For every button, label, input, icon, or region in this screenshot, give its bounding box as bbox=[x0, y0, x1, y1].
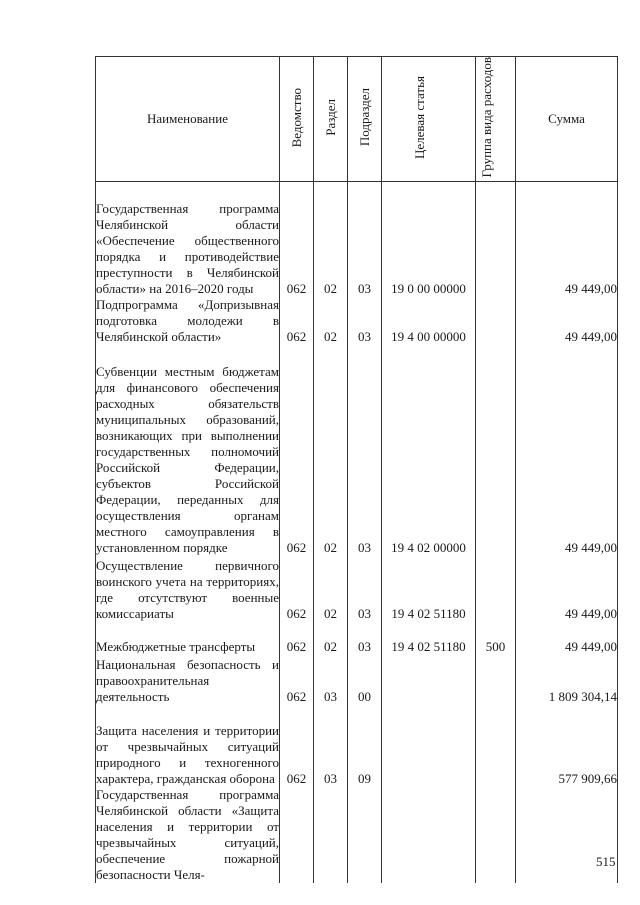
header-group: Группа вида расходов bbox=[476, 57, 516, 182]
header-subsection: Подраздел bbox=[348, 57, 382, 182]
row-subsection: 03 bbox=[348, 182, 382, 297]
row-dept: 062 bbox=[280, 182, 314, 297]
row-group: 500 bbox=[476, 622, 516, 655]
header-sum: Сумма bbox=[516, 57, 618, 182]
row-sum: 49 449,00 bbox=[516, 182, 618, 297]
row-subsection: 03 bbox=[348, 297, 382, 345]
row-name: Национальная безопасность и правоохранительная деятельность bbox=[96, 656, 279, 704]
row-name: Государственная программа Челябинской области «Защита населения и территории от чрезвычайных ситуаций, обеспечение пожарной безопасности Челя- bbox=[96, 786, 279, 882]
row-subsection: 03 bbox=[348, 345, 382, 556]
row-group bbox=[476, 297, 516, 345]
budget-table bbox=[95, 56, 618, 883]
row-name: Подпрограмма «Допризывная подготовка молодежи в Челябинской области» bbox=[96, 296, 279, 344]
row-group bbox=[476, 655, 516, 705]
row-section: 02 bbox=[314, 622, 348, 655]
row-subsection bbox=[348, 787, 382, 883]
header-dept: Ведомство bbox=[280, 57, 314, 182]
row-dept: 062 bbox=[280, 297, 314, 345]
row-group bbox=[476, 787, 516, 883]
row-dept bbox=[280, 787, 314, 883]
row-group bbox=[476, 705, 516, 787]
row-name: Осуществление первичного воинского учета на территориях, где отсутствуют военные комиссариаты bbox=[96, 557, 279, 621]
table-row bbox=[96, 182, 618, 297]
header-target: Целевая статья bbox=[382, 57, 476, 182]
row-name: Межбюджетные трансферты bbox=[96, 622, 280, 655]
row-group bbox=[476, 182, 516, 297]
row-target bbox=[382, 655, 476, 705]
row-section: 02 bbox=[314, 182, 348, 297]
row-dept: 062 bbox=[280, 345, 314, 556]
table-row bbox=[96, 705, 618, 787]
page-number: 515 bbox=[596, 854, 616, 869]
row-target: 19 0 00 00000 bbox=[382, 182, 476, 297]
header-name: Наименование bbox=[96, 57, 280, 182]
table-row bbox=[96, 556, 618, 622]
row-section: 03 bbox=[314, 655, 348, 705]
row-dept: 062 bbox=[280, 622, 314, 655]
row-subsection: 03 bbox=[348, 622, 382, 655]
row-section: 02 bbox=[314, 297, 348, 345]
row-section: 03 bbox=[314, 705, 348, 787]
row-subsection: 00 bbox=[348, 655, 382, 705]
row-section bbox=[314, 787, 348, 883]
row-subsection: 09 bbox=[348, 705, 382, 787]
table-row bbox=[96, 297, 618, 345]
header-section: Раздел bbox=[314, 57, 348, 182]
row-name: Защита населения и территории от чрезвычайных ситуаций природного и техногенного характера, гражданская оборона bbox=[96, 705, 280, 787]
row-subsection: 03 bbox=[348, 556, 382, 622]
row-target: 19 4 02 00000 bbox=[382, 345, 476, 556]
table-row bbox=[96, 787, 618, 883]
table-row bbox=[96, 345, 618, 556]
row-section: 02 bbox=[314, 345, 348, 556]
row-name: Субвенции местным бюджетам для финансового обеспечения расходных обязательств муниципальных образований, возникающих при выполнении государственных полномочий Российской Федерации, субъектов Российской Федерации, переданных для осуществления органам местного самоуправления в установленном порядке bbox=[96, 345, 280, 556]
row-group bbox=[476, 556, 516, 622]
row-sum: 49 449,00 bbox=[516, 622, 618, 655]
row-dept: 062 bbox=[280, 655, 314, 705]
row-target bbox=[382, 787, 476, 883]
row-dept: 062 bbox=[280, 556, 314, 622]
row-dept: 062 bbox=[280, 705, 314, 787]
row-group bbox=[476, 345, 516, 556]
row-name: Государственная программа Челябинской области «Обеспечение общественного порядка и противодействие преступности в Челябинской области» на 2016–2020 годы bbox=[96, 182, 280, 297]
row-sum: 1 809 304,14 bbox=[516, 655, 618, 705]
row-section: 02 bbox=[314, 556, 348, 622]
table-header-row bbox=[96, 57, 618, 182]
row-sum: 49 449,00 bbox=[516, 297, 618, 345]
table-row bbox=[96, 655, 618, 705]
row-sum: 577 909,66 bbox=[516, 705, 618, 787]
row-sum: 49 449,00 bbox=[516, 345, 618, 556]
table-row bbox=[96, 622, 618, 655]
row-target: 19 4 02 51180 bbox=[382, 622, 476, 655]
row-target: 19 4 00 00000 bbox=[382, 297, 476, 345]
row-target bbox=[382, 705, 476, 787]
row-sum: 49 449,00 bbox=[516, 556, 618, 622]
row-target: 19 4 02 51180 bbox=[382, 556, 476, 622]
